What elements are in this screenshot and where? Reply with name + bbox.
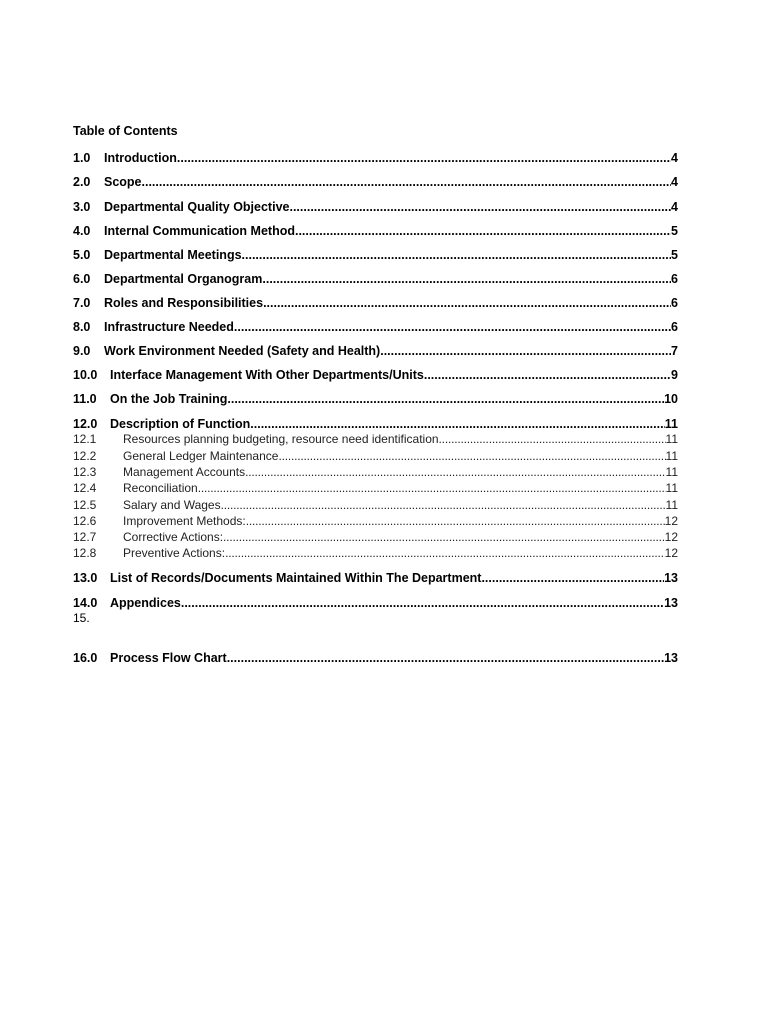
toc-stray-number: 15. bbox=[73, 611, 90, 625]
toc-entry-label: Preventive Actions: bbox=[123, 546, 226, 560]
toc-entry-page: 12 bbox=[664, 546, 678, 560]
toc-entry-number: 12.0 bbox=[73, 417, 98, 431]
toc-entry-number: 12.6 bbox=[73, 514, 97, 528]
toc-subentry-preventive-actions[interactable] bbox=[73, 546, 678, 562]
toc-dot-leader bbox=[234, 320, 671, 334]
toc-entry-label: Reconciliation bbox=[123, 481, 198, 495]
toc-subentry-management-accounts[interactable] bbox=[73, 465, 678, 481]
toc-entry-page: 10 bbox=[664, 392, 678, 406]
toc-entry-page: 12 bbox=[664, 530, 678, 544]
toc-entry-number: 11.0 bbox=[73, 392, 97, 406]
toc-entry-label: Departmental Organogram bbox=[104, 272, 263, 286]
toc-entry-label: Management Accounts bbox=[123, 465, 246, 479]
toc-entry-label: Introduction bbox=[104, 151, 177, 165]
toc-entry-label: Work Environment Needed (Safety and Health) bbox=[104, 344, 381, 358]
toc-entry-page: 9 bbox=[671, 368, 678, 382]
toc-entry-page: 13 bbox=[664, 571, 678, 585]
toc-entry-number: 12.2 bbox=[73, 449, 97, 463]
toc-title: Table of Contents bbox=[73, 124, 178, 138]
toc-entry-page: 5 bbox=[671, 224, 678, 238]
toc-entry-page: 11 bbox=[665, 449, 678, 463]
toc-dot-leader bbox=[250, 417, 665, 431]
toc-entry-number: 12.1 bbox=[73, 432, 97, 446]
toc-entry-number: 1.0 bbox=[73, 151, 91, 165]
toc-entry-meetings[interactable] bbox=[73, 248, 678, 264]
toc-entry-label: Infrastructure Needed bbox=[104, 320, 234, 334]
toc-subentry-resources-planning[interactable] bbox=[73, 432, 678, 448]
toc-entry-number: 3.0 bbox=[73, 200, 91, 214]
toc-subentry-reconciliation[interactable] bbox=[73, 481, 678, 497]
toc-entry-organogram[interactable] bbox=[73, 272, 678, 288]
toc-subentry-salary-wages[interactable] bbox=[73, 498, 678, 514]
toc-dot-leader bbox=[295, 224, 671, 238]
toc-entry-label: Departmental Meetings bbox=[104, 248, 242, 262]
toc-entry-number: 8.0 bbox=[73, 320, 91, 334]
toc-entry-label: Corrective Actions: bbox=[123, 530, 224, 544]
toc-entry-number: 6.0 bbox=[73, 272, 91, 286]
toc-entry-page: 11 bbox=[665, 432, 678, 446]
toc-entry-label: Appendices bbox=[110, 596, 181, 610]
toc-dot-leader bbox=[198, 481, 666, 495]
toc-dot-leader bbox=[424, 368, 671, 382]
toc-dot-leader bbox=[481, 571, 664, 585]
toc-dot-leader bbox=[181, 596, 664, 610]
toc-entry-number: 2.0 bbox=[73, 175, 91, 189]
toc-entry-work-environment[interactable] bbox=[73, 344, 678, 360]
toc-entry-page: 11 bbox=[665, 465, 678, 479]
toc-entry-label: List of Records/Documents Maintained Within The Department bbox=[110, 571, 482, 585]
toc-entry-number: 9.0 bbox=[73, 344, 91, 358]
toc-entry-number: 10.0 bbox=[73, 368, 98, 382]
toc-entry-label: On the Job Training bbox=[110, 392, 228, 406]
toc-entry-number: 4.0 bbox=[73, 224, 91, 238]
toc-entry-communication-method[interactable] bbox=[73, 224, 678, 240]
toc-entry-label: Internal Communication Method bbox=[104, 224, 295, 238]
toc-entry-number: 12.5 bbox=[73, 498, 97, 512]
toc-entry-page: 13 bbox=[664, 596, 678, 610]
toc-entry-label: Improvement Methods: bbox=[123, 514, 246, 528]
toc-dot-leader bbox=[245, 465, 665, 479]
toc-entry-page: 6 bbox=[671, 272, 678, 286]
toc-dot-leader bbox=[223, 530, 665, 544]
toc-entry-label: Process Flow Chart bbox=[110, 651, 227, 665]
toc-entry-label: Interface Management With Other Departments/Units bbox=[110, 368, 424, 382]
toc-entry-description-of-function[interactable] bbox=[73, 417, 678, 433]
toc-entry-number: 13.0 bbox=[73, 571, 98, 585]
toc-entry-records-documents[interactable] bbox=[73, 571, 678, 587]
toc-entry-label: Description of Function bbox=[110, 417, 251, 431]
toc-dot-leader bbox=[278, 449, 665, 463]
toc-entry-appendices[interactable] bbox=[73, 596, 678, 612]
toc-dot-leader bbox=[242, 248, 672, 262]
toc-entry-number: 16.0 bbox=[73, 651, 98, 665]
toc-dot-leader bbox=[227, 392, 664, 406]
toc-entry-page: 6 bbox=[671, 320, 678, 334]
toc-entry-number: 12.4 bbox=[73, 481, 97, 495]
toc-entry-page: 5 bbox=[671, 248, 678, 262]
toc-dot-leader bbox=[221, 498, 666, 512]
toc-dot-leader bbox=[439, 432, 666, 446]
toc-entry-number: 12.7 bbox=[73, 530, 97, 544]
toc-dot-leader bbox=[142, 175, 672, 189]
toc-entry-number: 12.3 bbox=[73, 465, 97, 479]
toc-entry-number: 5.0 bbox=[73, 248, 91, 262]
toc-entry-page: 7 bbox=[671, 344, 678, 358]
toc-entry-number: 12.8 bbox=[73, 546, 97, 560]
toc-entry-label: Resources planning budgeting, resource need identification bbox=[123, 432, 439, 446]
toc-dot-leader bbox=[227, 651, 664, 665]
toc-dot-leader bbox=[225, 546, 665, 560]
toc-entry-label: Salary and Wages bbox=[123, 498, 221, 512]
toc-entry-scope[interactable] bbox=[73, 175, 678, 191]
toc-entry-page: 6 bbox=[671, 296, 678, 310]
toc-entry-infrastructure[interactable] bbox=[73, 320, 678, 336]
toc-entry-label: Departmental Quality Objective bbox=[104, 200, 290, 214]
toc-dot-leader bbox=[263, 296, 671, 310]
toc-subentry-improvement-methods[interactable] bbox=[73, 514, 678, 530]
toc-entry-page: 11 bbox=[665, 481, 678, 495]
toc-entry-label: General Ledger Maintenance bbox=[123, 449, 279, 463]
toc-entry-number: 7.0 bbox=[73, 296, 91, 310]
toc-entry-quality-objective[interactable] bbox=[73, 200, 678, 216]
toc-entry-page: 4 bbox=[671, 175, 678, 189]
toc-dot-leader bbox=[246, 514, 665, 528]
toc-entry-introduction[interactable] bbox=[73, 151, 678, 167]
toc-subentry-general-ledger[interactable] bbox=[73, 449, 678, 465]
toc-dot-leader bbox=[177, 151, 671, 165]
toc-entry-label: Scope bbox=[104, 175, 142, 189]
toc-entry-label: Roles and Responsibilities bbox=[104, 296, 264, 310]
toc-dot-leader bbox=[262, 272, 671, 286]
toc-entry-page: 12 bbox=[664, 514, 678, 528]
toc-entry-process-flow-chart[interactable] bbox=[73, 651, 678, 667]
toc-entry-interface-management[interactable] bbox=[73, 368, 678, 384]
toc-dot-leader bbox=[289, 200, 671, 214]
toc-entry-page: 11 bbox=[664, 417, 678, 431]
toc-entry-page: 11 bbox=[665, 498, 678, 512]
toc-entry-page: 4 bbox=[671, 200, 678, 214]
toc-entry-page: 4 bbox=[671, 151, 678, 165]
toc-subentry-corrective-actions[interactable] bbox=[73, 530, 678, 546]
toc-entry-roles[interactable] bbox=[73, 296, 678, 312]
toc-dot-leader bbox=[380, 344, 671, 358]
toc-entry-job-training[interactable] bbox=[73, 392, 678, 408]
toc-entry-page: 13 bbox=[664, 651, 678, 665]
toc-entry-number: 14.0 bbox=[73, 596, 98, 610]
